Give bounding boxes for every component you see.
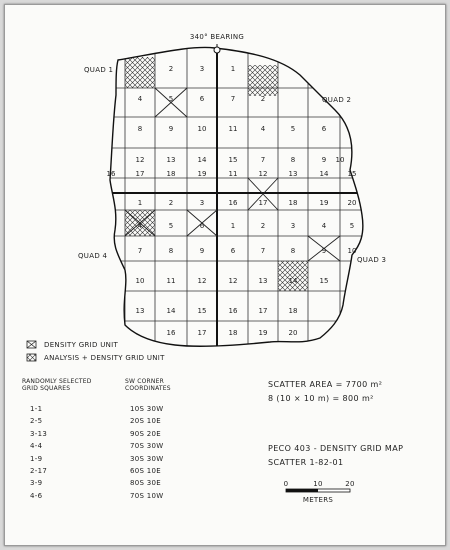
grid-cell-number: 11 <box>228 125 238 133</box>
grid-cell-number: 9 <box>168 125 174 133</box>
grid-cell-number: 6 <box>199 95 205 103</box>
table-row-coord: 20S 10E <box>130 417 162 426</box>
grid-cell-number: 17 <box>258 307 268 315</box>
grid-cell-number: 10 <box>135 277 145 285</box>
grid-cell-number: 1 <box>137 199 143 207</box>
grid-cell-number: 5 <box>290 125 296 133</box>
hatched-cell <box>248 65 278 96</box>
table-row-square: 3-9 <box>30 479 43 488</box>
grid-cell-number: 13 <box>166 156 176 164</box>
grid-cell-number: 5 <box>349 222 355 230</box>
hatched-cell <box>125 57 155 88</box>
grid-square-header-line: GRID SQUARES <box>22 385 71 392</box>
table-row-coord: 10S 30W <box>130 405 164 413</box>
density-legend-cross <box>27 341 36 348</box>
grid-cell-number: 4 <box>137 95 143 103</box>
table-row-coord: 80S 30E <box>130 479 162 488</box>
grid-cell-number: 18 <box>288 307 298 315</box>
grid-cell-number: 6 <box>199 222 205 230</box>
grid-cell-number: 1 <box>230 65 236 73</box>
grid-cell-number: 14 <box>288 277 298 285</box>
scatter-calc-label: 8 (10 × 10 m) = 800 m² <box>268 394 374 403</box>
table-row-square: 1-9 <box>30 454 43 463</box>
analysis-legend-swatch <box>27 354 36 361</box>
grid-cell-number: 15 <box>197 307 207 315</box>
grid-cell-number: 17 <box>197 329 207 337</box>
scale-bar-fill <box>286 489 318 492</box>
legend <box>27 341 165 362</box>
scale-unit: METERS <box>302 496 334 504</box>
grid-cell-number: 18 <box>166 170 176 178</box>
analysis-legend-label: ANALYSIS + DENSITY GRID UNIT <box>44 354 165 362</box>
quad-4-label: QUAD 4 <box>78 252 108 260</box>
table-row-square: 4-6 <box>30 491 43 500</box>
grid-cell-number: 16 <box>228 307 238 315</box>
map-title: PECO 403 - DENSITY GRID MAP <box>268 444 404 453</box>
grid-cell-number: 2 <box>260 222 266 230</box>
scale-tick-0: 0 <box>283 480 289 488</box>
coordinates-header-line: COORDINATES <box>125 385 171 392</box>
grid-cell-number: 4 <box>137 222 143 230</box>
grid-cell-number: 12 <box>135 156 145 164</box>
grid-cell-number: 8 <box>137 125 143 133</box>
grid-cell-number: 11 <box>166 277 176 285</box>
grid-cell-number: 20 <box>288 329 298 337</box>
grid-cell-number: 10 <box>335 156 345 164</box>
grid-cell-number: 7 <box>260 247 266 255</box>
grid-cell-number: 16 <box>228 199 238 207</box>
bearing-label: 340° BEARING <box>189 33 245 41</box>
grid-cell-number: 7 <box>230 95 236 103</box>
quad-1-label: QUAD 1 <box>84 66 114 74</box>
grid-cell-number: 4 <box>321 222 327 230</box>
table-row-square: 2-5 <box>30 417 43 426</box>
coordinates-header <box>125 378 171 392</box>
quadrant-axes <box>105 45 365 350</box>
grid-cell-number: 2 <box>168 65 174 73</box>
table-row-square: 1-1 <box>30 405 43 413</box>
scatter-area-label: SCATTER AREA = 7700 m² <box>268 380 383 389</box>
scatter-boundary <box>110 47 363 346</box>
grid-cell-number: 9 <box>321 247 327 255</box>
grid-cell-number: 18 <box>228 329 238 337</box>
quad-3-label: QUAD 3 <box>357 256 387 264</box>
grid-cell-number: 10 <box>347 247 357 255</box>
grid-cell-number: 16 <box>106 170 116 178</box>
grid-cell-number: 3 <box>199 65 205 73</box>
grid-cell-number: 10 <box>197 125 207 133</box>
grid-cell-number: 9 <box>321 156 327 164</box>
grid-cell-number: 12 <box>228 277 238 285</box>
grid-cell-number: 20 <box>347 199 357 207</box>
map-subtitle: SCATTER 1-82-01 <box>268 458 344 467</box>
table-row-square: 3-13 <box>30 429 48 438</box>
grid-cell-number: 9 <box>199 247 205 255</box>
table-row-square: 2-17 <box>30 467 48 476</box>
scale-tick-20: 20 <box>345 480 355 488</box>
grid-cell-numbers <box>107 65 357 337</box>
grid-cell-number: 12 <box>258 170 268 178</box>
grid-cell-number: 5 <box>168 222 174 230</box>
grid-cell-number: 17 <box>135 170 145 178</box>
grid-cell-number: 15 <box>347 170 357 178</box>
grid-cell-number: 13 <box>288 170 298 178</box>
grid-cell-number: 4 <box>260 125 266 133</box>
grid-cell-number: 1 <box>230 222 236 230</box>
grid-cell-number: 15 <box>228 156 238 164</box>
scale-tick-10: 10 <box>313 480 323 488</box>
hatched-cell <box>278 261 308 291</box>
grid-cell-number: 12 <box>197 277 207 285</box>
coordinate-list <box>130 403 164 502</box>
grid-cell-number: 6 <box>230 247 236 255</box>
grid-square-header <box>22 378 92 392</box>
grid-cell-number: 16 <box>166 329 176 337</box>
grid-cell-number: 7 <box>137 247 143 255</box>
scale-bar <box>284 480 355 504</box>
grid-cell-number: 2 <box>168 199 174 207</box>
grid-cell-number: 19 <box>319 199 329 207</box>
grid-cell-number: 13 <box>258 277 268 285</box>
grid-cell-number: 19 <box>258 329 268 337</box>
grid-cell-number: 17 <box>258 199 268 207</box>
grid-cell-number: 15 <box>319 277 329 285</box>
grid-cell-number: 5 <box>168 95 174 103</box>
density-legend-label: DENSITY GRID UNIT <box>44 341 119 349</box>
grid-cell-number: 8 <box>168 247 174 255</box>
coordinates-header-line: SW CORNER <box>125 378 164 385</box>
grid-cell-number: 11 <box>228 170 238 178</box>
table-row-coord: 30S 30W <box>130 454 164 463</box>
table-row-coord: 70S 10W <box>130 491 164 500</box>
bearing-marker <box>190 33 244 53</box>
table-row-square: 4-4 <box>30 442 43 451</box>
grid-cell-number: 14 <box>166 307 176 315</box>
grid-cell-number: 3 <box>290 222 296 230</box>
grid-cell-number: 13 <box>135 307 145 315</box>
grid-cell-number: 19 <box>197 170 207 178</box>
grid-square-list <box>30 403 47 502</box>
grid-cell-number: 6 <box>321 125 327 133</box>
grid-cell-number: 8 <box>290 247 296 255</box>
quad-2-label: QUAD 2 <box>322 96 352 104</box>
table-row-coord: 60S 10E <box>130 467 162 476</box>
grid-cell-number: 7 <box>260 156 266 164</box>
grid-cell-number: 8 <box>290 156 296 164</box>
grid-cell-number: 14 <box>197 156 207 164</box>
grid-cell-number: 2 <box>260 95 266 103</box>
grid-square-header-line: RANDOMLY SELECTED <box>22 378 92 385</box>
grid-cell-number: 14 <box>319 170 329 178</box>
grid-cell-number: 18 <box>288 199 298 207</box>
grid-cell-number: 3 <box>199 199 205 207</box>
table-row-coord: 70S 30W <box>130 442 164 451</box>
table-row-coord: 90S 20E <box>130 429 162 438</box>
